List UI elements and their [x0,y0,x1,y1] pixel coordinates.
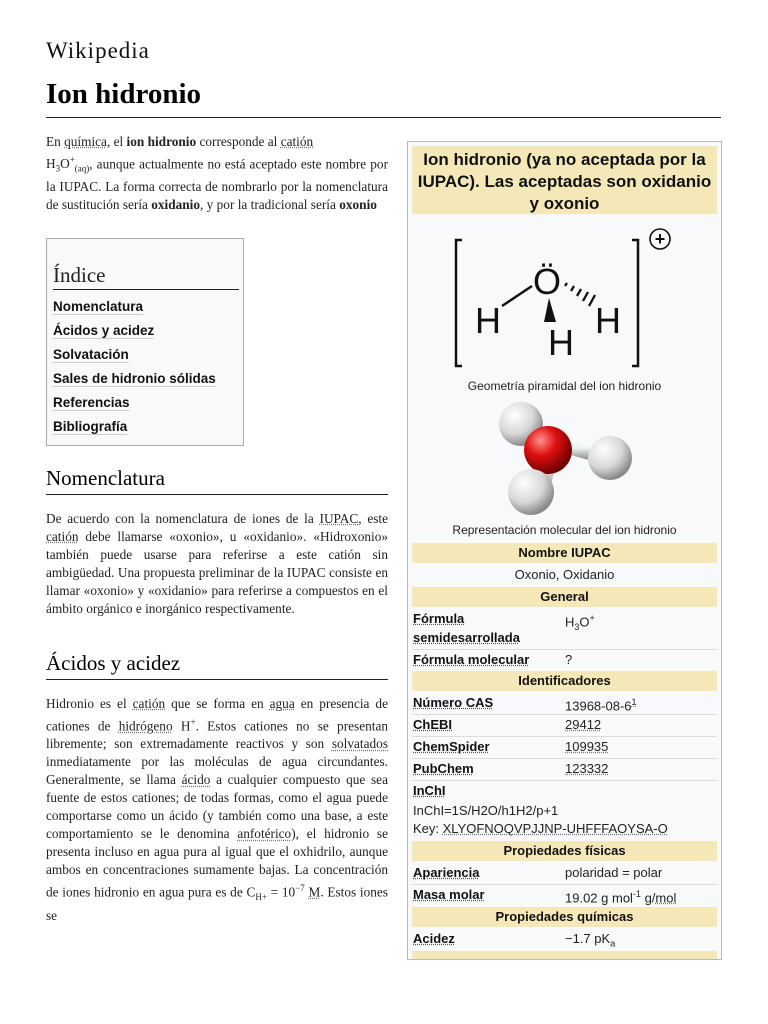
masa-molar-value: 19.02 g mol$^{-1}$ g/mol [565,889,677,906]
iupac-value: Oxonio, Oxidanio [514,567,615,582]
header-identificadores: Identificadores [412,671,717,691]
toc-item-referencias[interactable]: Referencias [53,395,130,410]
apariencia-label[interactable]: Apariencia [413,865,480,880]
link-agua[interactable]: agua [269,696,295,711]
formula-semi-label[interactable]: Fórmula semidesarrollada [413,611,520,645]
infobox-title: Ion hidronio (ya no aceptada por la IUPAC). Las aceptadas son oxidanio y oxonio [412,146,717,214]
hydrogen-left: H [475,300,501,341]
section-divider [46,494,388,495]
chemspider-value[interactable]: 109935 [565,739,609,754]
header-iupac: Nombre IUPAC [412,543,717,563]
hydrogen-ball [588,436,632,480]
link-quimica[interactable]: química [64,134,107,149]
cas-reference[interactable]: 1 [631,697,637,707]
right-bracket [632,240,638,366]
structural-formula-image[interactable] [448,224,688,374]
toc-item-nomenclatura[interactable]: Nomenclatura [53,299,144,314]
left-bracket [456,240,462,366]
inchi-value: InChI=1S/H2O/h1H2/p+1 [413,803,559,818]
cas-label[interactable]: Número CAS [413,695,494,710]
inchi-key-link[interactable]: XLYOFNOQVPJJNP-UHFFFAOYSA-O [442,821,668,836]
formula-mol-value: ? [565,652,573,667]
model-caption: Representación molecular del ion hidronio [452,523,677,537]
table-of-contents [46,238,244,446]
acidez-label[interactable]: Acidez [413,931,455,946]
section-heading-acidos: Ácidos y acidez [46,651,181,675]
oxygen-ball [524,426,572,474]
toc-item-bibliografia[interactable]: Bibliografía [53,419,128,434]
intro-formula: $H_3O^+_{(aq)}$ [46,155,90,175]
acidos-paragraph: Hidronio es el catión que se forma en agua en presencia de cationes de hidrógeno H+. Estos cationes no se presentan libremente; son extremadamente reactivos y son solvatados inmediatamente por las moléculas de agua circundantes. Generalmente, se llama ácido a cualquier compuesto que sea fuente de estos cationes; de todas formas, como el agua puede comportarse como un ácido (y también como una base, a este comportamiento se le denomina anfotérico), el hidronio se presenta incluso en agua pura al igual que el oxhidrilo, aunque ambos en concentraciones sumamente bajas. La concentración de iones hidronio en agua pura es de $C_{H+} = 10^{-7}$ M. Estos iones se [46,696,388,923]
masa-molar-label[interactable]: Masa molar [413,887,485,902]
bond-left [502,286,532,306]
link-cation-2[interactable]: catión [46,529,79,544]
pubchem-label[interactable]: PubChem [413,761,474,776]
cas-value: $13968-08-6^1$ [565,697,637,714]
formula-mol-label[interactable]: Fórmula molecular [413,652,530,667]
ball-model-image[interactable] [493,400,643,520]
link-hidrogeno[interactable]: hidrógeno [118,718,173,734]
link-mol[interactable]: mol [655,890,677,906]
section-heading-nomenclatura: Nomenclatura [46,466,165,490]
hydrogen-right: H [595,300,621,341]
toc-item-sales[interactable]: Sales de hidronio sólidas [53,371,216,386]
apariencia-value: polaridad = polar [565,865,663,880]
inchi-key: Key: XLYOFNOQVPJJNP-UHFFFAOYSA-O [413,821,668,836]
oxygen-atom: Ö [532,261,562,302]
inchi-label[interactable]: InChI [413,783,446,798]
infobox-next-header-stub [412,951,717,959]
nomenclatura-paragraph: De acuerdo con la nomenclatura de iones de la IUPAC, este catión debe llamarse «oxonio», u «oxidanio». «Hidroxonio» también puede usarse para referirse a este catión sin ambigüedad. Una propuesta preliminar de la IUPAC consiste en llamar «oxonio» y «oxidanio» para referirse a compuestos en el ámbito orgánico e inorgánico respectivamente. [46,511,388,616]
toc-item-solvatacion[interactable]: Solvatación [53,347,129,362]
row-separator [412,780,717,781]
header-general: General [412,587,717,607]
hydrogen-ball [508,469,554,515]
pubchem-value[interactable]: 123332 [565,761,609,776]
title-divider [46,117,721,118]
intro-paragraph: En química, el ion hidronio corresponde al catión $H_3O^+_{(aq)}$, aunque actualmente no está aceptado este nombre por la IUPAC. La forma correcta de nombrarlo por la nomenclatura de sustitución sería oxidanio, y por la tradicional sería oxonio [46,134,388,213]
link-cation[interactable]: catión [280,134,314,149]
infobox [407,141,722,960]
acidez-value: −1.7 $pK_a$ [565,931,616,949]
hydrogen-bottom: H [548,322,574,363]
charge-sign: + [654,229,666,249]
formula-semi-value: $H_3O^+$ [565,613,595,632]
chebi-label[interactable]: ChEBI [413,717,452,732]
toc-item-acidos[interactable]: Ácidos y acidez [53,323,155,338]
structural-caption: Geometría piramidal del ion hidronio [467,379,662,393]
header-propiedades-fisicas: Propiedades físicas [412,841,717,861]
toc-title: Índice [53,263,239,290]
link-cation-3[interactable]: catión [132,696,166,711]
bond-hashed [565,283,595,306]
wikipedia-logo[interactable]: Wikipedia [46,38,150,63]
link-solvatados[interactable]: solvatados [331,736,388,752]
link-acido[interactable]: ácido [181,772,211,788]
chemspider-label[interactable]: ChemSpider [413,739,490,754]
section-divider [46,679,388,680]
chebi-value[interactable]: 29412 [565,717,602,732]
header-propiedades-quimicas: Propiedades químicas [412,907,717,927]
link-anfoterico[interactable]: anfotérico [237,826,292,842]
link-molar[interactable]: M [308,884,321,900]
page-title: Ion hidronio [46,78,202,110]
link-iupac[interactable]: IUPAC [319,511,359,526]
